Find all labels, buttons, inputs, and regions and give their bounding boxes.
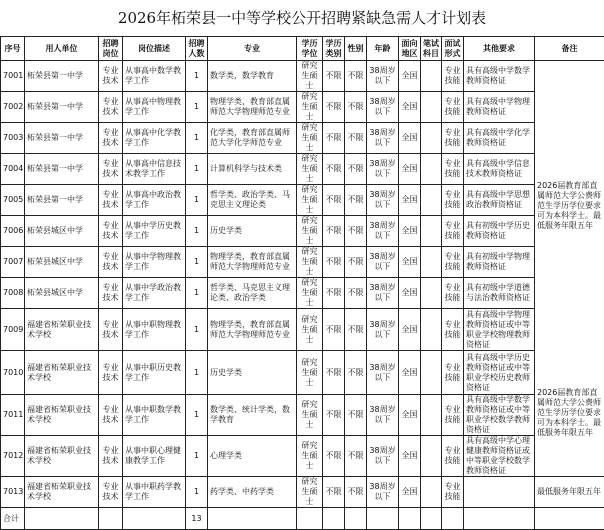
cell-desc: 从事中职数学教学工作 xyxy=(123,395,186,436)
cell-written xyxy=(421,61,442,92)
cell-major: 物理学类，教育部直属师范大学物理师范专业 xyxy=(208,309,297,351)
cell-major: 物理学类，教育部直属师范大学物理师范专业 xyxy=(208,92,297,123)
cell-num: 1 xyxy=(186,278,208,309)
cell-sex: 不限 xyxy=(345,278,367,309)
empty-cell xyxy=(208,508,297,530)
header-row xyxy=(1,37,604,61)
cell-other: 具有高级中学化学教师资格证 xyxy=(464,123,535,154)
empty-cell xyxy=(421,508,442,530)
cell-interview: 专业技能 xyxy=(442,92,464,123)
cell-age: 38周岁以下 xyxy=(367,61,399,92)
cell-written xyxy=(421,154,442,185)
cell-id: 7013 xyxy=(1,477,25,508)
cell-sex: 不限 xyxy=(345,216,367,247)
cell-other: 具有高级中学思想政治教师资格证 xyxy=(464,185,535,216)
column-header: 备注 xyxy=(535,37,604,61)
column-header: 年龄 xyxy=(367,37,399,61)
cell-major: 计算机科学与技术类 xyxy=(208,154,297,185)
column-header: 专业 xyxy=(208,37,297,61)
cell-unit: 福建省柘荣职业技术学校 xyxy=(25,351,99,395)
cell-desc: 从事中职药学教学工作 xyxy=(123,477,186,508)
empty-cell xyxy=(323,508,345,530)
cell-desc: 从事中学物理教学工作 xyxy=(123,247,186,278)
empty-cell xyxy=(345,508,367,530)
cell-id: 7007 xyxy=(1,247,25,278)
cell-edu: 研究生硕士 xyxy=(297,477,323,508)
cell-post: 专业技术 xyxy=(99,185,123,216)
cell-unit: 柘荣县城区中学 xyxy=(25,278,99,309)
table-row xyxy=(1,278,604,309)
cell-written xyxy=(421,92,442,123)
cell-desc: 从事高中政治教学工作 xyxy=(123,185,186,216)
remarks-cell: 2026届教育部直属师范大学公费师范生学历学位要求可为本科学士。最低服务年限五年 xyxy=(535,351,604,477)
cell-other: 具有高级中学历史教师资格证或中等职业学校历史教师资格证 xyxy=(464,351,535,395)
table-row xyxy=(1,92,604,123)
cell-major: 数学类、统计学类，数学教育 xyxy=(208,395,297,436)
column-header: 学历类别 xyxy=(323,37,345,61)
remarks-cell: 2026届教育部直属师范大学公费师范生学历学位要求可为本科学士。最低服务年限五年 xyxy=(535,61,604,351)
cell-age: 38周岁以下 xyxy=(367,247,399,278)
cell-desc: 从事中职物理教学工作 xyxy=(123,309,186,351)
cell-type: 不限 xyxy=(323,278,345,309)
cell-num: 1 xyxy=(186,154,208,185)
cell-written xyxy=(421,351,442,395)
cell-area: 全国 xyxy=(399,247,421,278)
cell-major: 物理学类，教育部直属师范大学物理师范专业 xyxy=(208,247,297,278)
cell-unit: 福建省柘荣职业技术学校 xyxy=(25,309,99,351)
cell-age: 38周岁以下 xyxy=(367,185,399,216)
column-header: 面试形式 xyxy=(442,37,464,61)
cell-unit: 福建省柘荣职业技术学校 xyxy=(25,395,99,436)
cell-major: 药学类、中药学类 xyxy=(208,477,297,508)
cell-post: 专业技术 xyxy=(99,395,123,436)
cell-unit: 福建省柘荣职业技术学校 xyxy=(25,477,99,508)
cell-type: 不限 xyxy=(323,477,345,508)
cell-post: 专业技术 xyxy=(99,123,123,154)
cell-other: 具有高级中学物理教师资格证或中等职业学校物理教师资格证 xyxy=(464,309,535,351)
cell-type: 不限 xyxy=(323,154,345,185)
cell-other: 具有初级中学历史教师资格证 xyxy=(464,216,535,247)
cell-id: 7002 xyxy=(1,92,25,123)
column-header: 岗位描述 xyxy=(123,37,186,61)
remarks-cell: 最低服务年限五年 xyxy=(535,477,604,508)
cell-id: 7006 xyxy=(1,216,25,247)
cell-edu: 研究生硕士 xyxy=(297,61,323,92)
cell-num: 1 xyxy=(186,309,208,351)
cell-written xyxy=(421,247,442,278)
empty-cell xyxy=(99,508,123,530)
cell-written xyxy=(421,278,442,309)
cell-sex: 不限 xyxy=(345,309,367,351)
cell-edu: 研究生硕士 xyxy=(297,216,323,247)
cell-unit: 柘荣县城区中学 xyxy=(25,247,99,278)
cell-written xyxy=(421,309,442,351)
column-header: 学历学位 xyxy=(297,37,323,61)
cell-edu: 研究生硕士 xyxy=(297,154,323,185)
cell-sex: 不限 xyxy=(345,185,367,216)
cell-post: 专业技术 xyxy=(99,477,123,508)
cell-sex: 不限 xyxy=(345,61,367,92)
cell-age: 38周岁以下 xyxy=(367,436,399,477)
cell-other: 具有高级中学心理健康教师资格证或中等职业学校数学教师资格证 xyxy=(464,436,535,477)
cell-area: 全国 xyxy=(399,154,421,185)
cell-age: 38周岁以下 xyxy=(367,395,399,436)
cell-type: 不限 xyxy=(323,216,345,247)
cell-area: 全国 xyxy=(399,436,421,477)
cell-num: 1 xyxy=(186,185,208,216)
column-header: 面向地区 xyxy=(399,37,421,61)
cell-written xyxy=(421,395,442,436)
cell-unit: 柘荣县第一中学 xyxy=(25,123,99,154)
cell-age: 38周岁以下 xyxy=(367,123,399,154)
cell-edu: 研究生硕士 xyxy=(297,123,323,154)
empty-cell xyxy=(367,508,399,530)
table-row xyxy=(1,61,604,92)
cell-edu: 研究生硕士 xyxy=(297,247,323,278)
cell-written xyxy=(421,216,442,247)
cell-interview: 专业技能 xyxy=(442,309,464,351)
cell-major: 化学类，教育部直属师范大学化学师范专业 xyxy=(208,123,297,154)
cell-age: 38周岁以下 xyxy=(367,278,399,309)
cell-interview: 专业技能 xyxy=(442,247,464,278)
cell-post: 专业技术 xyxy=(99,309,123,351)
table-row xyxy=(1,395,604,436)
table-row xyxy=(1,351,604,395)
cell-post: 专业技术 xyxy=(99,154,123,185)
cell-unit: 柘荣县第一中学 xyxy=(25,154,99,185)
cell-edu: 研究生硕士 xyxy=(297,278,323,309)
cell-desc: 从事中职历史教学工作 xyxy=(123,351,186,395)
cell-desc: 从事高中信息技术教学工作 xyxy=(123,154,186,185)
cell-post: 专业技术 xyxy=(99,216,123,247)
cell-area: 全国 xyxy=(399,278,421,309)
empty-cell xyxy=(399,508,421,530)
cell-sex: 不限 xyxy=(345,154,367,185)
cell-age: 38周岁以下 xyxy=(367,216,399,247)
cell-num: 1 xyxy=(186,123,208,154)
cell-written xyxy=(421,477,442,508)
cell-edu: 研究生硕士 xyxy=(297,309,323,351)
cell-area: 全国 xyxy=(399,309,421,351)
cell-area: 全国 xyxy=(399,61,421,92)
cell-edu: 研究生硕士 xyxy=(297,351,323,395)
cell-desc: 从事高中数学教学工作 xyxy=(123,61,186,92)
cell-major: 哲学类、马克思主义理论类、政治学类 xyxy=(208,278,297,309)
cell-written xyxy=(421,436,442,477)
cell-unit: 柘荣县第一中学 xyxy=(25,61,99,92)
cell-area: 全国 xyxy=(399,477,421,508)
column-header: 性别 xyxy=(345,37,367,61)
cell-sex: 不限 xyxy=(345,92,367,123)
column-header: 笔试科目 xyxy=(421,37,442,61)
cell-desc: 从事高中物理教学工作 xyxy=(123,92,186,123)
cell-edu: 研究生硕士 xyxy=(297,92,323,123)
cell-interview: 专业技能 xyxy=(442,61,464,92)
table-row xyxy=(1,309,604,351)
table-row xyxy=(1,247,604,278)
cell-other: 具有高级中学物理教师资格证 xyxy=(464,92,535,123)
cell-age: 38周岁以下 xyxy=(367,92,399,123)
column-header: 用人单位 xyxy=(25,37,99,61)
cell-other: 具有高级中学数学教师资格证或中等职业学校数学教师资格证 xyxy=(464,395,535,436)
cell-sex: 不限 xyxy=(345,247,367,278)
cell-num: 1 xyxy=(186,92,208,123)
cell-unit: 柘荣县第一中学 xyxy=(25,92,99,123)
cell-other xyxy=(464,477,535,508)
cell-type: 不限 xyxy=(323,247,345,278)
table-row xyxy=(1,477,604,508)
cell-interview: 专业技能 xyxy=(442,395,464,436)
total-label: 合计 xyxy=(1,508,25,530)
cell-age: 38周岁以下 xyxy=(367,309,399,351)
cell-type: 不限 xyxy=(323,309,345,351)
cell-id: 7009 xyxy=(1,309,25,351)
cell-age: 38周岁以下 xyxy=(367,351,399,395)
cell-major: 数学类，数学教育 xyxy=(208,61,297,92)
cell-type: 不限 xyxy=(323,395,345,436)
cell-post: 专业技术 xyxy=(99,247,123,278)
cell-written xyxy=(421,185,442,216)
cell-area: 全国 xyxy=(399,123,421,154)
cell-interview: 专业技能 xyxy=(442,185,464,216)
cell-interview: 专业技能 xyxy=(442,436,464,477)
cell-sex: 不限 xyxy=(345,123,367,154)
cell-area: 全国 xyxy=(399,185,421,216)
cell-age: 38周岁以下 xyxy=(367,477,399,508)
total-row xyxy=(1,508,604,530)
cell-post: 专业技术 xyxy=(99,436,123,477)
cell-type: 不限 xyxy=(323,92,345,123)
cell-id: 7011 xyxy=(1,395,25,436)
cell-sex: 不限 xyxy=(345,436,367,477)
empty-cell xyxy=(25,508,99,530)
cell-interview: 专业技能 xyxy=(442,278,464,309)
cell-num: 1 xyxy=(186,61,208,92)
cell-edu: 研究生硕士 xyxy=(297,395,323,436)
cell-interview: 专业技能 xyxy=(442,216,464,247)
cell-age: 38周岁以下 xyxy=(367,154,399,185)
page-title: 2026年柘荣县一中等学校公开招聘紧缺急需人才计划表 xyxy=(0,0,604,36)
cell-id: 7004 xyxy=(1,154,25,185)
cell-interview: 专业技能 xyxy=(442,154,464,185)
empty-cell xyxy=(442,508,464,530)
cell-post: 专业技术 xyxy=(99,92,123,123)
cell-area: 全国 xyxy=(399,216,421,247)
cell-type: 不限 xyxy=(323,436,345,477)
cell-interview: 专业技能 xyxy=(442,123,464,154)
cell-sex: 不限 xyxy=(345,395,367,436)
cell-num: 1 xyxy=(186,247,208,278)
column-header: 其他要求 xyxy=(464,37,535,61)
cell-id: 7005 xyxy=(1,185,25,216)
cell-interview: 专业技能 xyxy=(442,351,464,395)
column-header: 序号 xyxy=(1,37,25,61)
cell-num: 1 xyxy=(186,216,208,247)
cell-type: 不限 xyxy=(323,61,345,92)
cell-id: 7012 xyxy=(1,436,25,477)
cell-unit: 福建省柘荣职业技术学校 xyxy=(25,436,99,477)
cell-major: 历史学类 xyxy=(208,216,297,247)
cell-num: 1 xyxy=(186,436,208,477)
cell-area: 全国 xyxy=(399,395,421,436)
cell-num: 1 xyxy=(186,351,208,395)
recruitment-table xyxy=(0,36,604,530)
cell-num: 1 xyxy=(186,395,208,436)
table-row xyxy=(1,123,604,154)
cell-sex: 不限 xyxy=(345,351,367,395)
cell-desc: 从事中职心理健康教学工作 xyxy=(123,436,186,477)
empty-cell xyxy=(123,508,186,530)
empty-cell xyxy=(464,508,535,530)
cell-id: 7008 xyxy=(1,278,25,309)
cell-written xyxy=(421,123,442,154)
cell-unit: 柘荣县第一中学 xyxy=(25,185,99,216)
empty-cell xyxy=(535,508,604,530)
cell-post: 专业技术 xyxy=(99,61,123,92)
table-row xyxy=(1,154,604,185)
table-row xyxy=(1,185,604,216)
cell-interview: 专业技能 xyxy=(442,477,464,508)
cell-unit: 柘荣县城区中学 xyxy=(25,216,99,247)
cell-edu: 研究生硕士 xyxy=(297,185,323,216)
column-header: 招聘人数 xyxy=(186,37,208,61)
cell-desc: 从事高中化学教学工作 xyxy=(123,123,186,154)
total-count: 13 xyxy=(186,508,208,530)
cell-sex: 不限 xyxy=(345,477,367,508)
table-row xyxy=(1,436,604,477)
cell-type: 不限 xyxy=(323,351,345,395)
cell-type: 不限 xyxy=(323,123,345,154)
cell-id: 7003 xyxy=(1,123,25,154)
cell-post: 专业技术 xyxy=(99,278,123,309)
cell-num: 1 xyxy=(186,477,208,508)
cell-major: 心理学类 xyxy=(208,436,297,477)
cell-desc: 从事中学政治教学工作 xyxy=(123,278,186,309)
cell-other: 具有高级中学数学教师资格证 xyxy=(464,61,535,92)
cell-desc: 从事中学历史教学工作 xyxy=(123,216,186,247)
cell-type: 不限 xyxy=(323,185,345,216)
cell-edu: 研究生硕士 xyxy=(297,436,323,477)
cell-post: 专业技术 xyxy=(99,351,123,395)
cell-other: 具有高级中学信息技术教师资格证 xyxy=(464,154,535,185)
cell-other: 具有初级中学物理教师资格证 xyxy=(464,247,535,278)
cell-id: 7001 xyxy=(1,61,25,92)
cell-other: 具有初级中学道德与法治教师资格证 xyxy=(464,278,535,309)
cell-major: 哲学类、政治学类、马克思主义理论类 xyxy=(208,185,297,216)
cell-area: 全国 xyxy=(399,351,421,395)
cell-area: 全国 xyxy=(399,92,421,123)
cell-id: 7010 xyxy=(1,351,25,395)
column-header: 招聘岗位 xyxy=(99,37,123,61)
cell-major: 历史学类 xyxy=(208,351,297,395)
table-row xyxy=(1,216,604,247)
empty-cell xyxy=(297,508,323,530)
